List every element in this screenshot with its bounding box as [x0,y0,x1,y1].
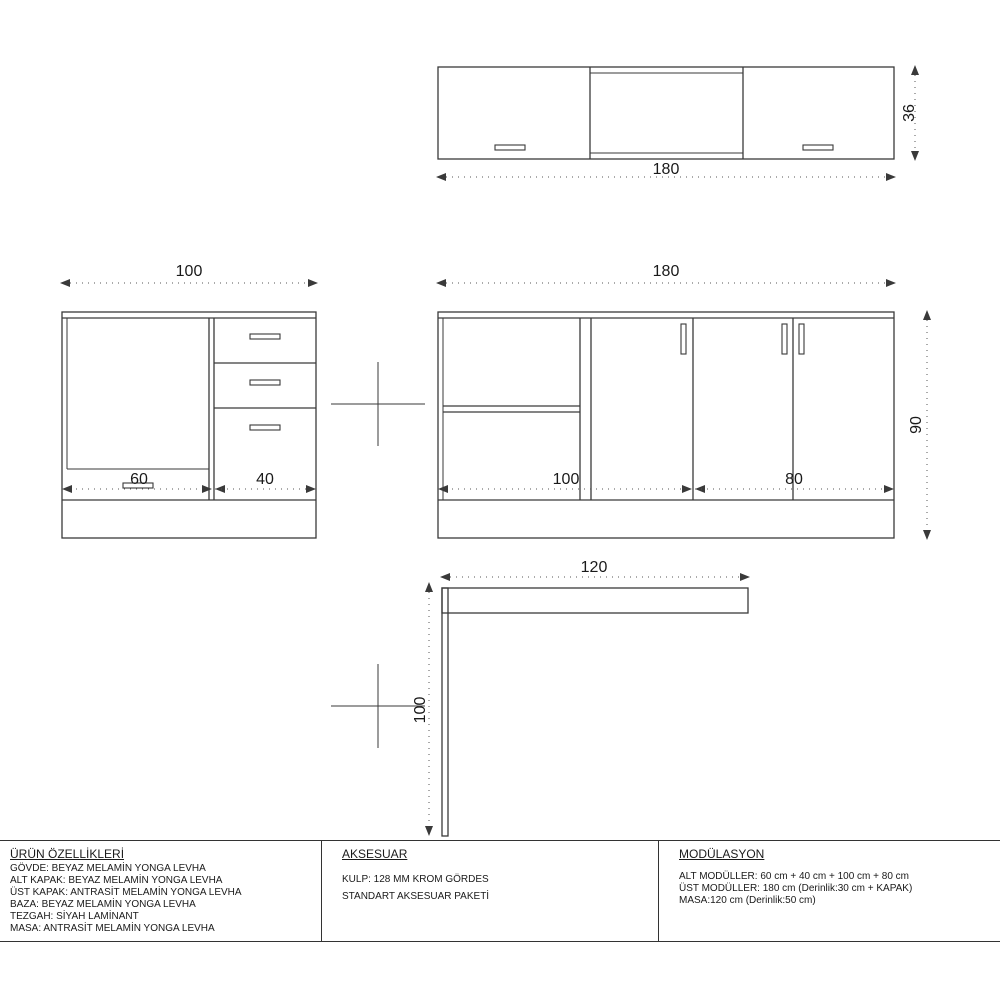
spec-urun-lines [10,863,242,935]
handle-upper-right [803,145,833,150]
dim-upper-width-label: 180 [652,161,680,178]
dim-table-height-label: 100 [412,696,429,724]
dim-lower-height-label: 90 [908,416,925,434]
spec-table [0,840,1000,942]
crosshair-marker-1 [331,362,425,446]
dim-table-height [412,582,433,836]
dim-lower-left-width-label: 100 [175,263,203,280]
handle-door-1 [681,324,686,354]
dim-80-label: 80 [785,471,803,488]
dim-lower-height [908,310,931,540]
spec-aksesuar-title: AKSESUAR [342,847,408,861]
crosshair-marker-2 [331,664,425,748]
spec-urun-line: BAZA: BEYAZ MELAMİN YONGA LEVHA [10,899,196,910]
spec-modulasyon-line: ALT MODÜLLER: 60 cm + 40 cm + 100 cm + 80 cm [679,871,909,882]
dim-lower-left-width [60,263,318,287]
dim-upper-width [436,161,896,181]
spec-modulasyon-line: MASA:120 cm (Derinlik:50 cm) [679,895,816,906]
spec-urun-line: ALT KAPAK: BEYAZ MELAMİN YONGA LEVHA [10,875,223,886]
spec-urun-line: ÜST KAPAK: ANTRASİT MELAMİN YONGA LEVHA [10,887,242,898]
upper-cabinet [438,67,894,159]
handle-upper-left [495,145,525,150]
spec-urun-title: ÜRÜN ÖZELLİKLERİ [10,847,125,861]
handle-door-2 [782,324,787,354]
dim-60-label: 60 [130,471,148,488]
handle-door-3 [799,324,804,354]
handle-drawer-2 [250,380,280,385]
handle-drawer-3 [250,425,280,430]
dim-lower-right-parts [438,471,894,493]
dim-table-width-label: 120 [580,559,608,576]
spec-col-modulasyon [658,841,1000,941]
spec-urun-line: GÖVDE: BEYAZ MELAMİN YONGA LEVHA [10,863,206,874]
lower-right-module [438,312,894,538]
spec-col-urun [0,841,321,941]
spec-aksesuar-lines [342,871,489,905]
dim-table-width [440,559,750,581]
dim-lower-right-width-label: 180 [652,263,680,280]
spec-urun-line: MASA: ANTRASİT MELAMİN YONGA LEVHA [10,923,215,934]
table [442,588,748,836]
lower-left-module [62,312,316,538]
dim-upper-height-label: 36 [901,104,918,122]
handle-drawer-1 [250,334,280,339]
dim-100-label: 100 [552,471,580,488]
dim-40-label: 40 [256,471,274,488]
spec-aksesuar-line: KULP: 128 MM KROM GÖRDES [342,874,489,885]
dim-upper-height [901,65,919,161]
dim-lower-right-width [436,263,896,287]
spec-col-aksesuar [321,841,659,941]
dim-lower-left-parts [62,471,316,493]
spec-modulasyon-line: ÜST MODÜLLER: 180 cm (Derinlik:30 cm + KAPAK) [679,883,913,894]
spec-modulasyon-title: MODÜLASYON [679,847,765,861]
spec-modulasyon-lines [679,871,912,907]
spec-urun-line: TEZGAH: SİYAH LAMİNANT [10,911,139,922]
spec-aksesuar-line: STANDART AKSESUAR PAKETİ [342,891,490,902]
